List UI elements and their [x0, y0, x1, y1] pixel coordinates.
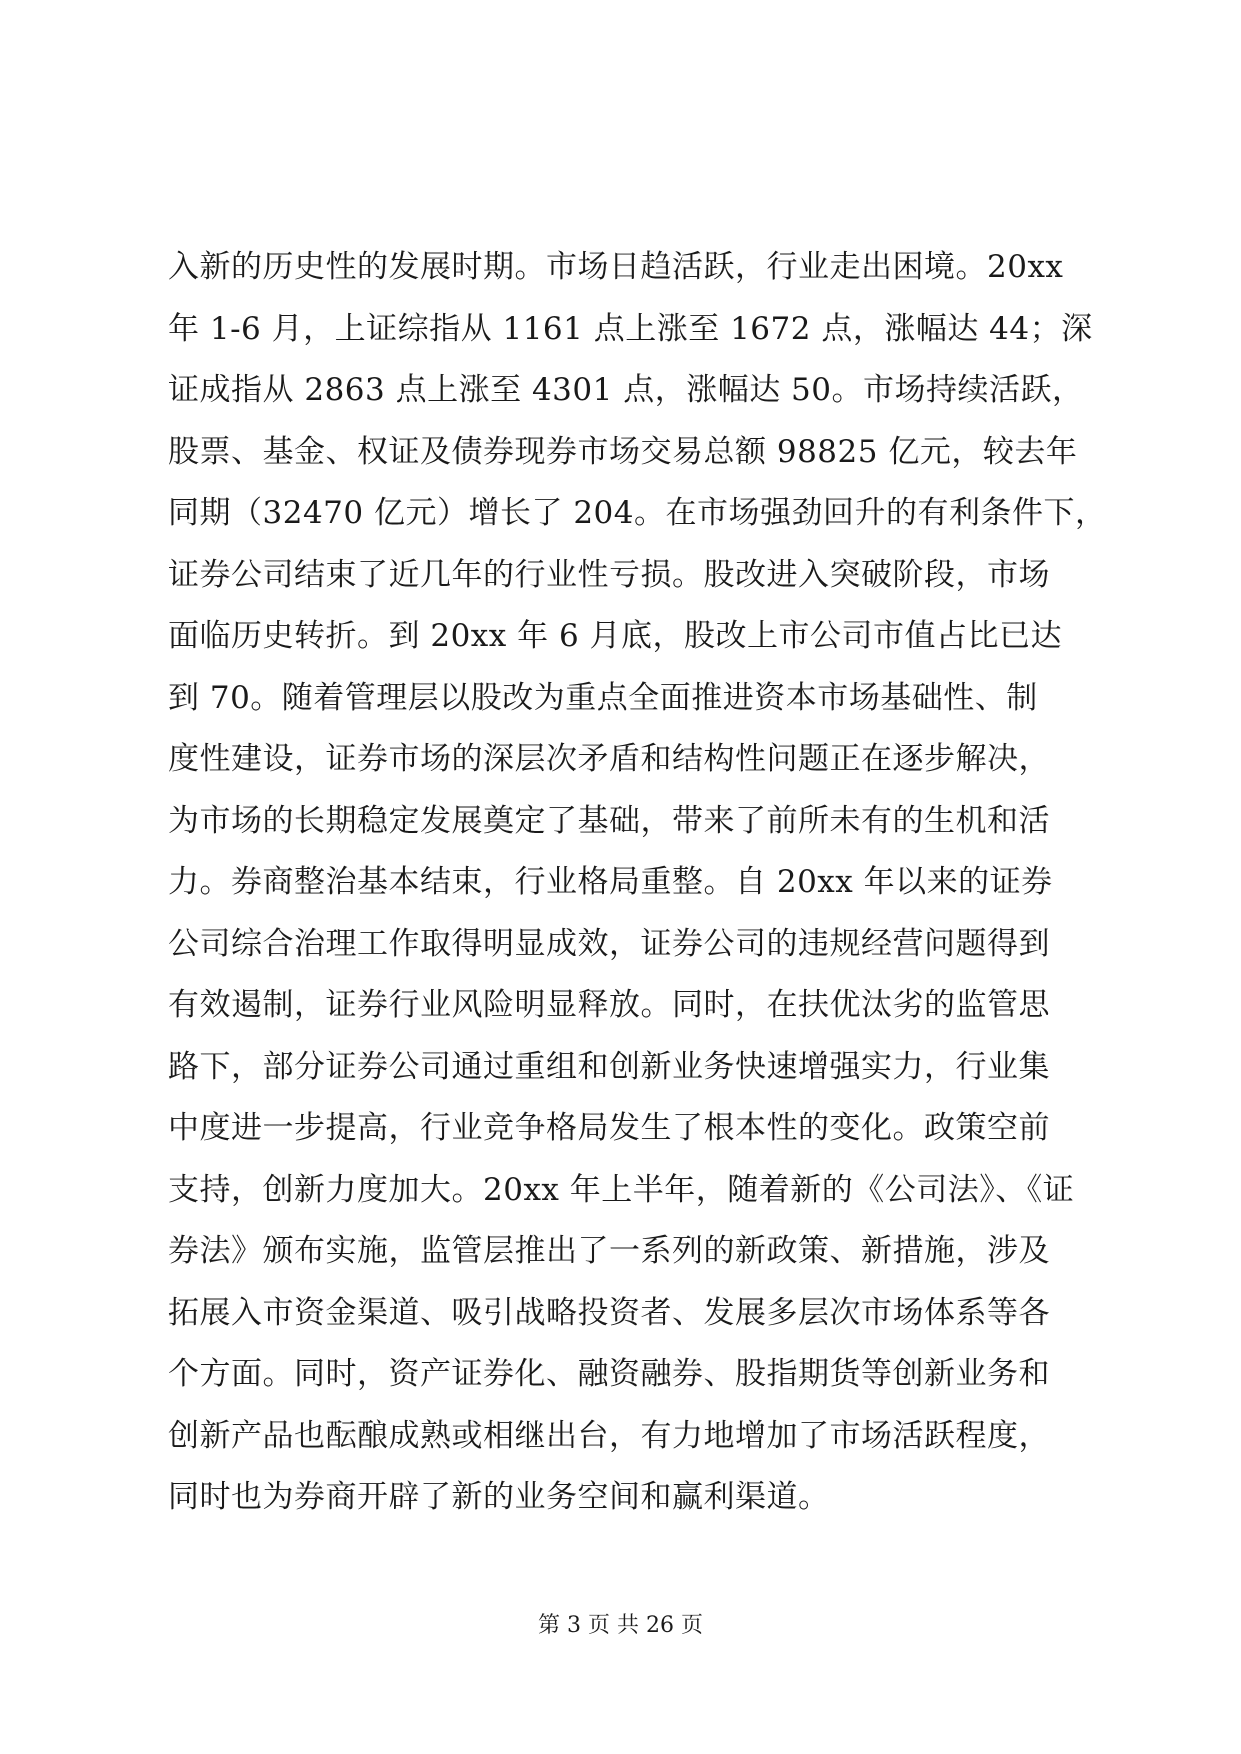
text-line: 股票、基金、权证及债券现券市场交易总额 98825 亿元，较去年: [168, 433, 1078, 470]
text-line: 公司综合治理工作取得明显成效，证券公司的违规经营问题得到: [168, 925, 1050, 962]
text-line: 券法》颁布实施，监管层推出了一系列的新政策、新措施，涉及: [168, 1233, 1050, 1269]
text-line: 拓展入市资金渠道、吸引战略投资者、发展多层次市场体系等各: [168, 1294, 1050, 1331]
text-line: 有效遏制，证券行业风险明显释放。同时，在扶优汰劣的监管思: [168, 987, 1050, 1023]
text-line: 支持，创新力度加大。20xx 年上半年，随着新的《公司法》、《证: [168, 1171, 1075, 1208]
text-line: 到 70。随着管理层以股改为重点全面推进资本市场基础性、制: [168, 679, 1038, 716]
text-line: 证成指从 2863 点上涨至 4301 点，涨幅达 50。市场持续活跃，: [168, 372, 1084, 408]
page-number-footer: 第 3 页 共 26 页: [538, 1613, 703, 1638]
text-line: 中度进一步提高，行业竞争格局发生了根本性的变化。政策空前: [168, 1110, 1050, 1146]
text-line: 面临历史转折。到 20xx 年 6 月底，股改上市公司市值占比已达: [168, 618, 1063, 654]
text-line: 度性建设，证券市场的深层次矛盾和结构性问题正在逐步解决，: [168, 741, 1050, 777]
text-line: 为市场的长期稳定发展奠定了基础，带来了前所未有的生机和活: [168, 802, 1050, 839]
text-line: 力。券商整治基本结束，行业格局重整。自 20xx 年以来的证券: [168, 864, 1053, 900]
text-line: 创新产品也酝酿成熟或相继出台，有力地增加了市场活跃程度，: [168, 1417, 1050, 1454]
text-line: 同期（32470 亿元）增长了 204。在市场强劲回升的有利条件下，: [168, 495, 1107, 531]
body-paragraph: [168, 237, 1107, 1529]
text-line: 证券公司结束了近几年的行业性亏损。股改进入突破阶段，市场: [168, 556, 1050, 593]
text-line: 年 1-6 月，上证综指从 1161 点上涨至 1672 点，涨幅达 44；深: [168, 310, 1093, 347]
text-line: 同时也为券商开辟了新的业务空间和赢利渠道。: [168, 1479, 830, 1515]
text-line: 入新的历史性的发展时期。市场日趋活跃，行业走出困境。20xx: [168, 249, 1064, 285]
text-line: 路下，部分证券公司通过重组和创新业务快速增强实力，行业集: [168, 1048, 1050, 1085]
text-line: 个方面。同时，资产证券化、融资融券、股指期货等创新业务和: [168, 1356, 1050, 1392]
